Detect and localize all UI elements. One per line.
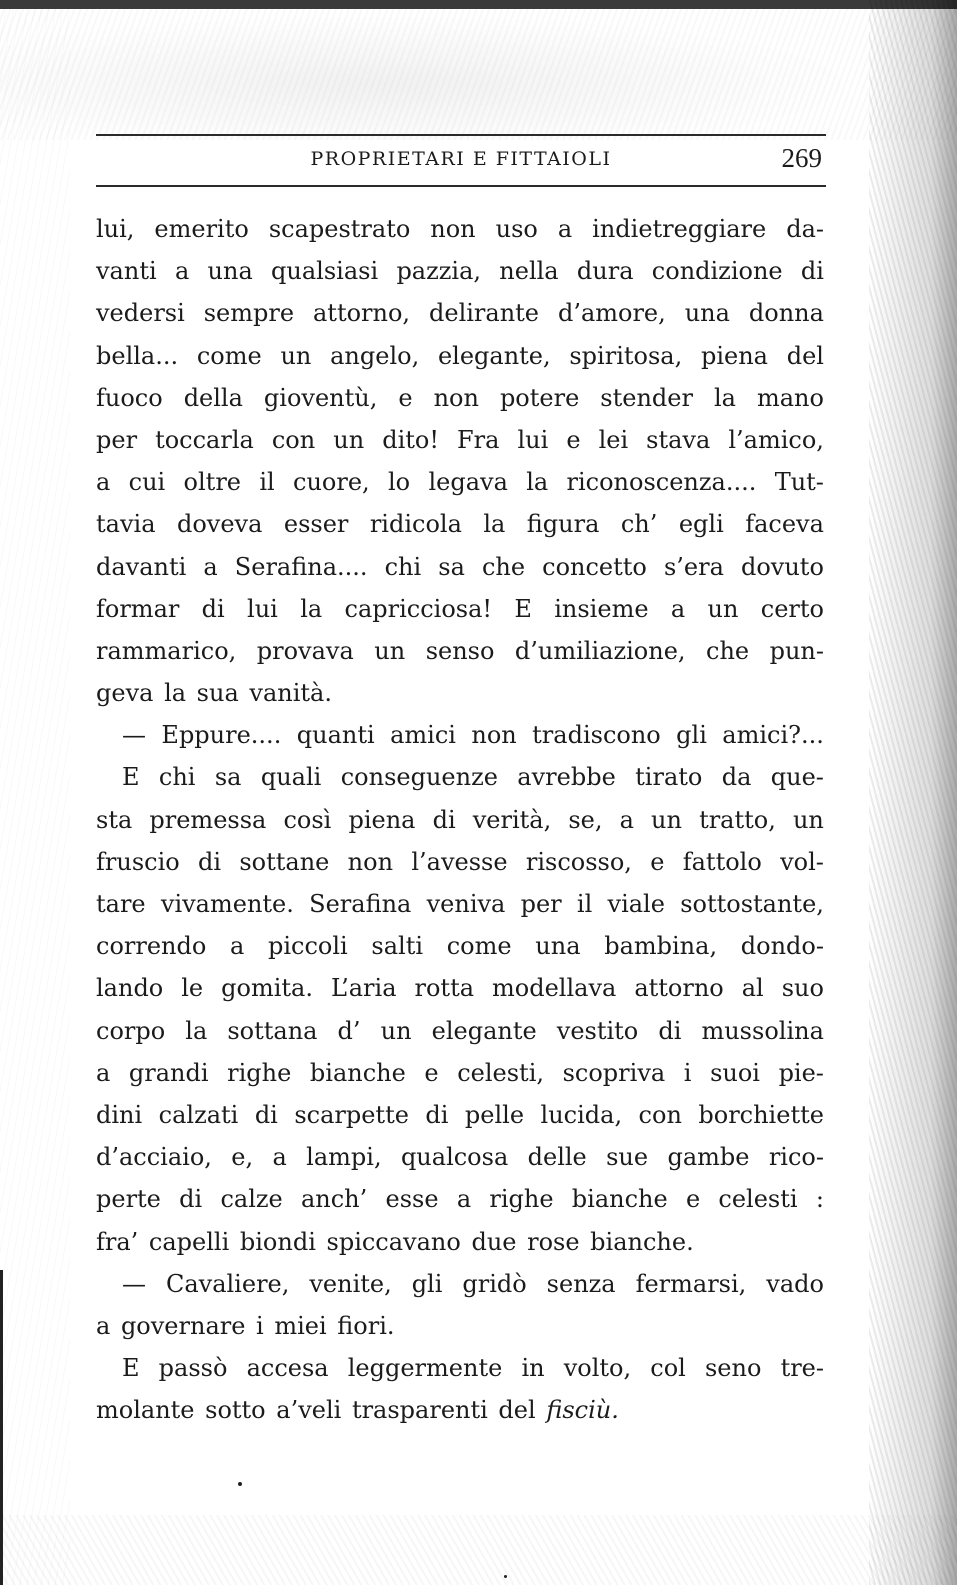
text-line: lando le gomita. L’aria rotta modellava attorno al suo — [96, 974, 824, 1003]
text-line: correndo a piccoli salti come una bambina, dondo- — [96, 932, 824, 961]
text-line: fuoco della gioventù, e non potere stender la mano — [96, 383, 824, 412]
text-line: vedersi sempre attorno, delirante d’amore, una donna — [96, 299, 824, 328]
text-line: — Eppure.... quanti amici non tradiscono gli amici?... — [122, 721, 824, 750]
scan-noise-bottom — [0, 1515, 957, 1585]
text-line: per toccarla con un dito! Fra lui e lei stava l’amico, — [96, 425, 824, 454]
text-line: geva la sua vanità. — [96, 679, 332, 708]
text-line: a grandi righe bianche e celesti, scopriva i suoi pie- — [96, 1058, 824, 1087]
text-line: bella... come un angelo, elegante, spiritosa, piena del — [96, 341, 824, 370]
text-line: tare vivamente. Serafina veniva per il viale sottostante, — [96, 890, 824, 918]
body-text — [96, 208, 824, 1431]
scan-edge-top — [0, 0, 957, 9]
text-line: — Cavaliere, venite, gli gridò senza fermarsi, vado — [122, 1269, 824, 1298]
page-number: 269 — [781, 143, 822, 173]
text-line: a governare i miei fiori. — [96, 1311, 395, 1340]
text-line: formar di lui la capricciosa! E insieme a un certo — [96, 594, 824, 623]
text-line: davanti a Serafina.... chi sa che concetto s’era dovuto — [96, 552, 824, 581]
header-rule-bottom — [96, 185, 826, 187]
text-line: E chi sa quali conseguenze avrebbe tirato da que- — [122, 763, 824, 792]
text-line: sta premessa così piena di verità, se, a un tratto, un — [96, 805, 824, 834]
text-line: fruscio di sottane non l’avesse riscosso, e fattolo vol- — [96, 847, 824, 876]
running-header — [96, 143, 826, 178]
text-line: fra’ capelli biondi spiccavano due rose bianche. — [96, 1227, 694, 1256]
text-line: lui, emerito scapestrato non uso a indietreggiare da- — [96, 215, 824, 243]
text-line: rammarico, provava un senso d’umiliazione, che pun- — [96, 636, 824, 665]
ink-speck — [504, 1575, 507, 1578]
scan-noise-top — [0, 0, 957, 140]
text-line: d’acciaio, e, a lampi, qualcosa delle sue gambe rico- — [96, 1143, 824, 1172]
running-title: PROPRIETARI E FITTAIOLI — [310, 148, 612, 170]
text-line: molante sotto a’veli trasparenti del fisciù. — [96, 1389, 824, 1431]
ink-speck — [238, 1482, 242, 1486]
text-line: tavia doveva esser ridicola la figura ch’ egli faceva — [96, 510, 824, 539]
scan-noise-left — [0, 0, 70, 1585]
text-line: a cui oltre il cuore, lo legava la riconoscenza.... Tut- — [96, 468, 824, 497]
scan-noise-right — [869, 0, 957, 1585]
text-line: vanti a una qualsiasi pazzia, nella dura condizione di — [96, 257, 824, 286]
text-line: E passò accesa leggermente in volto, col seno tre- — [122, 1354, 824, 1383]
header-rule-top — [96, 134, 826, 136]
text-line: dini calzati di scarpette di pelle lucida, con borchiette — [96, 1100, 824, 1129]
text-line: corpo la sottana d’ un elegante vestito di mussolina — [96, 1016, 824, 1045]
italic-word: fisciù. — [546, 1396, 619, 1425]
text-line: perte di calze anch’ esse a righe bianche e celesti : — [96, 1185, 824, 1214]
